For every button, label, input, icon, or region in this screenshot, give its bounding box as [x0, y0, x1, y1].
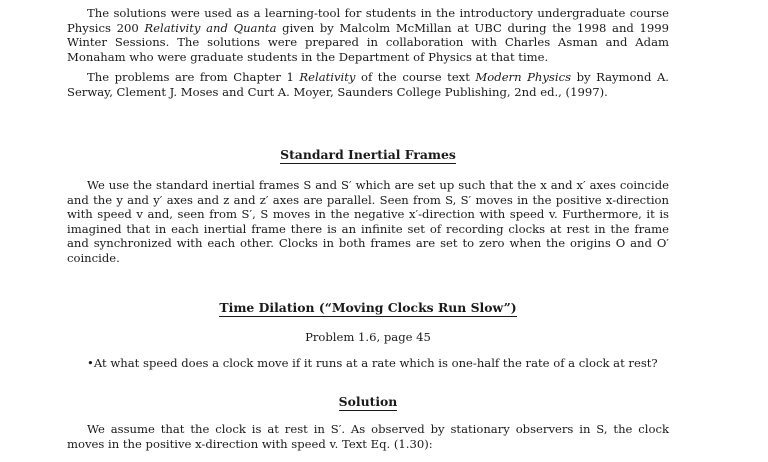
solution-paragraph: We assume that the clock is at rest in S′. As observed by stationary observers in S, the clock moves in the positive x-direction with speed v. Text Eq. (1.30):	[67, 422, 669, 451]
standard-inertial-frames-heading: Standard Inertial Frames	[280, 147, 456, 162]
course-title: Relativity and Quanta	[144, 20, 277, 35]
problem-question: •At what speed does a clock move if it runs at a rate which is one-half the rate of a clock at rest?	[87, 356, 658, 370]
text-title: Modern Physics	[475, 70, 572, 84]
solution-heading: Solution	[338, 394, 398, 409]
time-dilation-heading: Time Dilation (“Moving Clocks Run Slow”)	[219, 300, 517, 315]
problem-reference: Problem 1.6, page 45	[305, 330, 431, 344]
intro-paragraph-2: The problems are from Chapter 1 Relativity of the course text Modern Physics by Raymond A. Serway, Clement J. Moses and Curt A. Moyer, Saunders College Publishing, 2nd ed., (1997).	[67, 70, 669, 99]
chapter-title: Relativity	[299, 70, 356, 84]
inertial-frames-paragraph: We use the standard inertial frames S and S′ which are set up such that the x and x′ axes coincide and the y and y′ axes and z and z′ axes are parallel. Seen from S, S′ moves in the positive x-direction with speed v and, seen from S′, S moves in the negative x′-direction with speed v. Furthermore, it is imagined that in each inertial frame there is an infinite set of recording clocks at rest in the frame and synchronized with each other. Clocks in both frames are set to zero when the origins O and O′ coincide.	[67, 178, 669, 265]
intro-paragraph-1: The solutions were used as a learning-tool for students in the introductory undergraduate course Physics 200 Relativity and Quanta given by Malcolm McMillan at UBC during the 1998 and 1999 Winter Sessions. The solutions were prepared in collaboration with Charles Asman and Adam Monaham who were graduate students in the Department of Physics at that time.	[67, 6, 669, 64]
